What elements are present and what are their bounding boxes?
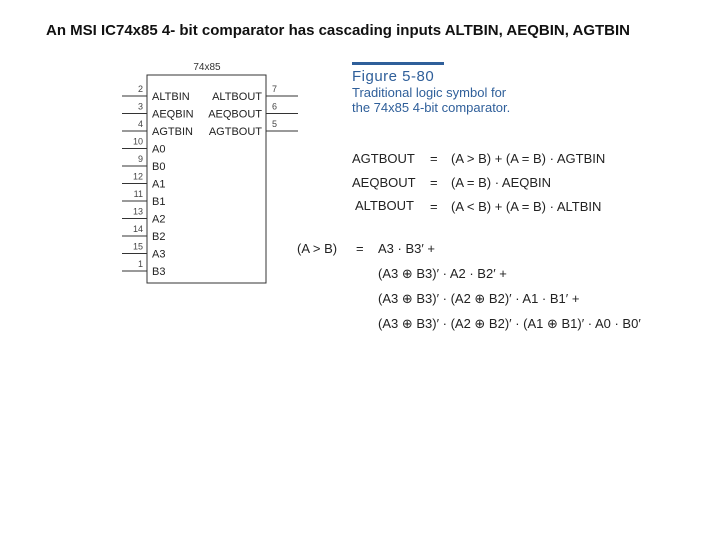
left-pin-number: 2 <box>137 84 143 94</box>
left-pin-number: 14 <box>132 224 143 234</box>
left-pin-label: ALTBIN <box>152 91 190 103</box>
left-pin-number: 12 <box>132 171 143 182</box>
left-pin-number: 3 <box>137 101 143 112</box>
right-pin-label: AGTBOUT <box>208 126 262 138</box>
expansion-line-3: (A3 ⊕ B3)′ · (A2 ⊕ B2)′ · A1 · B1′ + <box>378 291 580 306</box>
aeqbout-rhs: (A = B) · AEQBIN <box>451 175 552 190</box>
left-pin-label: A3 <box>152 248 166 261</box>
right-pins <box>208 84 298 138</box>
expansion-line-4: (A3 ⊕ B3)′ · (A2 ⊕ B2)′ · (A1 ⊕ B1)′ · A0 · B0′ <box>378 316 641 331</box>
right-pin-number: 5 <box>272 119 278 129</box>
right-pin-number: 6 <box>272 101 278 112</box>
left-pin-label: AGTBIN <box>152 126 193 138</box>
left-pin-label: B2 <box>152 231 166 243</box>
left-pin-number: 4 <box>137 119 143 129</box>
left-pin-label: B0 <box>152 161 166 173</box>
figure-caption-line-2: the 74x85 4-bit comparator. <box>352 100 511 115</box>
chip-label: 74x85 <box>193 62 221 73</box>
expansion-line-1: A3 · B3′ + <box>378 241 435 256</box>
aeqbout-equals: = <box>430 175 438 190</box>
figure-caption-block <box>352 62 712 115</box>
figure-rule <box>352 62 444 65</box>
right-pin-label: ALTBOUT <box>212 91 262 103</box>
left-pin-label: B1 <box>152 196 166 208</box>
altbout-equals: = <box>430 199 438 214</box>
left-pin-number: 11 <box>133 189 143 199</box>
left-pin-label: AEQBIN <box>152 108 194 121</box>
figure-caption-line-1: Traditional logic symbol for <box>352 85 507 100</box>
left-pin-label: A0 <box>152 143 166 156</box>
left-pin-number: 9 <box>137 154 143 164</box>
figure-title: Figure 5-80 <box>352 68 435 85</box>
altbout-rhs: (A < B) + (A = B) · ALTBIN <box>451 199 602 214</box>
left-pin-number: 15 <box>132 241 143 252</box>
expansion-equals: = <box>356 241 364 256</box>
aeqbout-lhs: AEQBOUT <box>352 175 416 190</box>
agtbout-rhs: (A > B) + (A = B) · AGTBIN <box>451 151 606 166</box>
left-pin-label: A2 <box>152 213 166 226</box>
agtbout-lhs: AGTBOUT <box>352 151 415 166</box>
left-pin-number: 10 <box>132 136 143 147</box>
expansion-line-2: (A3 ⊕ B3)′ · A2 · B2′ + <box>378 266 507 281</box>
left-pin-label: B3 <box>152 266 166 278</box>
left-pin-number: 13 <box>132 206 143 217</box>
agtbout-equals: = <box>430 151 438 166</box>
right-pin-number: 7 <box>272 84 278 94</box>
left-pin-number: 1 <box>137 259 143 269</box>
expansion-lhs: (A > B) <box>297 241 338 256</box>
right-pin-label: AEQBOUT <box>208 108 262 121</box>
altbout-lhs: ALTBOUT <box>355 198 414 213</box>
slide-title: An MSI IC74x85 4- bit comparator has cascading inputs ALTBIN, AEQBIN, AGTBIN <box>46 22 630 39</box>
left-pin-label: A1 <box>152 178 166 191</box>
